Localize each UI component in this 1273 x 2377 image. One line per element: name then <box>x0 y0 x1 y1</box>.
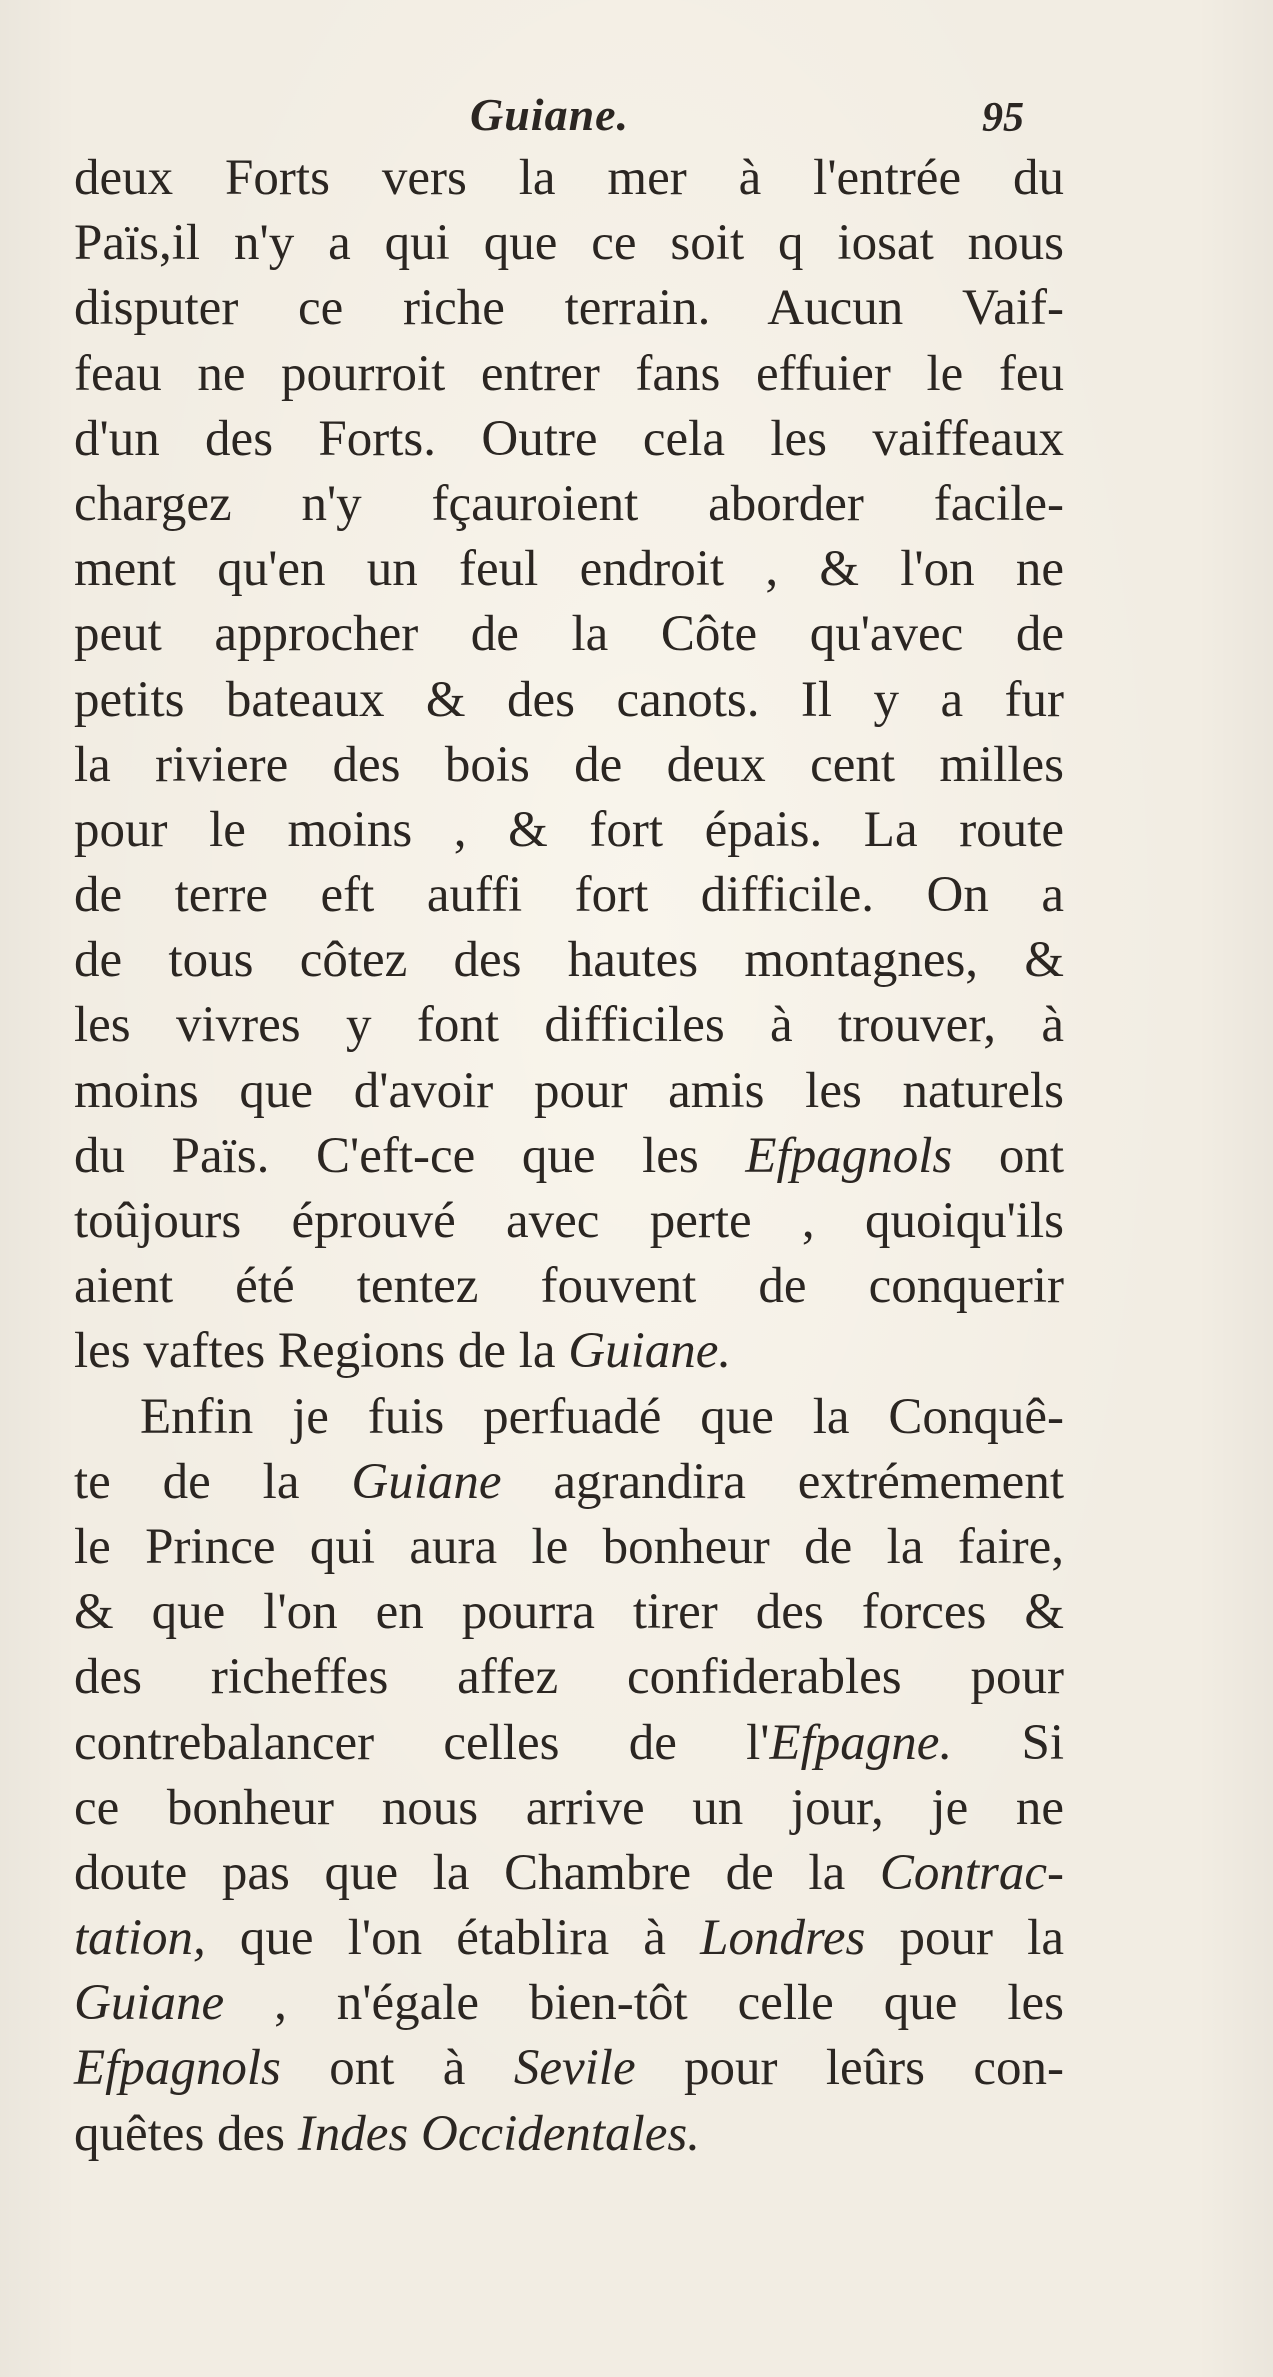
text-run: peut approcher de la Côte qu'avec de <box>74 606 1064 663</box>
text-run: ment qu'en un feul endroit , & l'on ne <box>74 541 1064 598</box>
text-run: de tous côtez des hautes montagnes, & <box>74 932 1064 989</box>
italic-text: Sevile <box>513 2040 636 2097</box>
text-run: des richeffes affez confiderables pour <box>74 1649 1064 1706</box>
text-line <box>74 1515 1064 1580</box>
italic-text: Guiane <box>351 1453 502 1510</box>
text-run: le Prince qui aura le bonheur de la faire, <box>74 1518 1064 1575</box>
text-line <box>74 342 1064 407</box>
text-run: que l'on établira à <box>205 1910 701 1967</box>
italic-text: Efpagnols <box>74 2040 281 2097</box>
text-line <box>74 146 1064 211</box>
text-line <box>74 276 1064 341</box>
italic-text: Indes Occidentales. <box>297 2105 700 2162</box>
text-run: de terre eft auffi fort difficile. On a <box>74 867 1064 924</box>
text-run: te de la <box>74 1453 352 1510</box>
text-run: toûjours éprouvé avec perte , quoiqu'ils <box>74 1193 1064 1249</box>
text-line <box>74 1971 1064 2036</box>
text-run: Enfin je fuis perfuadé que la Conquê- <box>140 1388 1064 1445</box>
text-line <box>74 1711 1064 1776</box>
italic-text: Guiane <box>74 1975 225 2032</box>
text-line <box>74 2102 1064 2167</box>
text-run: & que l'on en pourra tirer des forces & <box>74 1584 1064 1641</box>
text-line <box>74 668 1064 733</box>
text-line <box>74 1776 1064 1841</box>
text-run: les vivres y font difficiles à trouver, à <box>74 997 1064 1054</box>
text-run: d'un des Forts. Outre cela les vaiffeaux <box>74 410 1064 467</box>
text-run: agrandira extrémement <box>501 1453 1064 1510</box>
text-run: les vaftes Regions de la <box>74 1323 569 1380</box>
text-line <box>74 1841 1064 1906</box>
text-line <box>74 1059 1064 1124</box>
text-run: doute pas que la Chambre de la <box>74 1844 880 1901</box>
text-run: disputer ce riche terrain. Aucun Vaif- <box>74 280 1064 337</box>
text-run: quêtes des <box>74 2105 298 2162</box>
body-text <box>74 146 1064 2167</box>
text-run: moins que d'avoir pour amis les naturels <box>74 1062 1064 1119</box>
italic-text: Contrac- <box>879 1844 1064 1901</box>
text-run: chargez n'y fçauroient aborder facile- <box>74 475 1064 532</box>
text-line <box>74 1906 1064 1971</box>
italic-text: Guiane. <box>568 1323 732 1380</box>
text-line <box>74 993 1064 1058</box>
text-run: ont <box>952 1127 1065 1184</box>
text-run: Païs,il n'y a qui que ce soit q iosat nous <box>74 215 1064 272</box>
page-number: 95 <box>982 95 1024 141</box>
italic-text: tation, <box>74 1910 206 1967</box>
text-run: contrebalancer celles de l' <box>74 1714 770 1771</box>
text-line <box>74 1254 1064 1319</box>
text-line <box>74 2036 1064 2101</box>
page-header <box>0 88 1273 148</box>
text-run: Si <box>952 1714 1064 1771</box>
text-run: ont à <box>280 2040 514 2097</box>
text-run: petits bateaux & des canots. Il y a fur <box>74 671 1064 728</box>
text-line <box>74 1645 1064 1710</box>
text-line <box>74 1450 1064 1515</box>
text-run: ce bonheur nous arrive un jour, je ne <box>74 1779 1064 1836</box>
text-line <box>74 407 1064 472</box>
text-line <box>74 1124 1064 1189</box>
text-line <box>74 798 1064 863</box>
text-run: deux Forts vers la mer à l'entrée du <box>74 150 1064 206</box>
running-title: Guiane. <box>470 89 630 140</box>
text-line <box>74 602 1064 667</box>
text-run: pour leûrs con- <box>635 2040 1064 2097</box>
text-run: pour la <box>865 1910 1064 1967</box>
text-line <box>74 1385 1064 1450</box>
text-line <box>74 1319 1064 1384</box>
text-run: feau ne pourroit entrer fans effuier le feu <box>74 345 1064 402</box>
text-line <box>74 863 1064 928</box>
text-run: du Païs. C'eft-ce que les <box>74 1127 746 1184</box>
italic-text: Efpagnols <box>745 1127 953 1184</box>
text-line <box>74 537 1064 602</box>
text-run: la riviere des bois de deux cent milles <box>74 736 1064 793</box>
text-line <box>74 733 1064 798</box>
italic-text: Londres <box>700 1910 866 1967</box>
text-line <box>74 1189 1064 1254</box>
text-run: pour le moins , & fort épais. La route <box>74 801 1064 858</box>
text-line <box>74 1580 1064 1645</box>
text-line <box>74 928 1064 993</box>
text-run: aient été tentez fouvent de conquerir <box>74 1258 1064 1315</box>
text-run: , n'égale bien-tôt celle que les <box>224 1975 1064 2032</box>
text-line <box>74 211 1064 276</box>
italic-text: Efpagne. <box>769 1714 953 1771</box>
text-line <box>74 472 1064 537</box>
